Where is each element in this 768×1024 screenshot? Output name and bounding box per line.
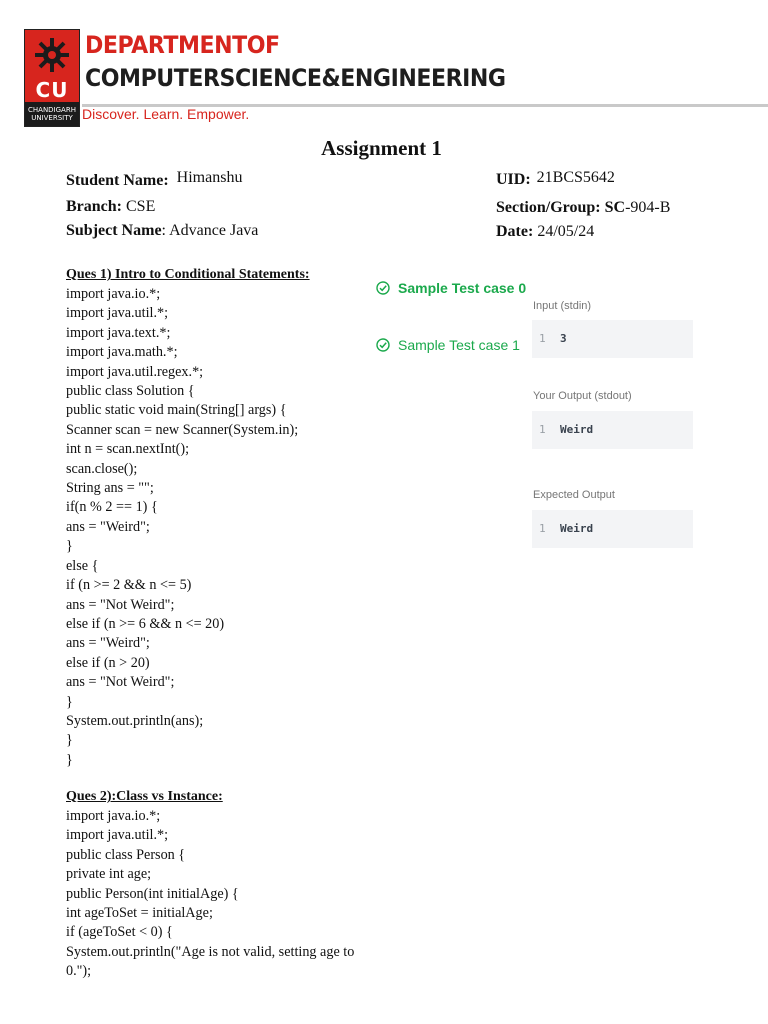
department-title-line2: COMPUTERSCIENCE&ENGINEERING bbox=[85, 64, 506, 92]
code-line: int n = scan.nextInt(); bbox=[66, 441, 190, 458]
code-line: ans = "Not Weird"; bbox=[66, 674, 175, 691]
subject-value: : Advance Java bbox=[161, 222, 259, 239]
code-line: if (ageToSet < 0) { bbox=[66, 924, 173, 941]
code-line: ans = "Weird"; bbox=[66, 518, 150, 535]
code-line: import java.util.regex.*; bbox=[66, 363, 204, 380]
page-title: Assignment 1 bbox=[321, 136, 442, 160]
tagline: Discover. Learn. Empower. bbox=[82, 106, 250, 122]
logo-university: CHANDIGARH UNIVERSITY bbox=[25, 102, 79, 126]
code-line: System.out.println("Age is not valid, setting age to bbox=[66, 943, 355, 960]
expected-value: Weird bbox=[560, 522, 594, 535]
q2-heading: Ques 2):Class vs Instance: bbox=[66, 789, 223, 804]
date-row bbox=[496, 223, 594, 241]
output-box bbox=[532, 411, 693, 449]
code-line: else { bbox=[66, 557, 99, 574]
code-line: import java.io.*; bbox=[66, 808, 161, 824]
code-line: public Person(int initialAge) { bbox=[66, 885, 239, 902]
input-label: Input (stdin) bbox=[533, 300, 592, 312]
code-line: else if (n >= 6 && n <= 20) bbox=[66, 615, 225, 632]
q1-heading: Ques 1) Intro to Conditional Statements: bbox=[66, 267, 310, 282]
branch-label: Branch: bbox=[66, 198, 122, 215]
uid-label: UID: bbox=[496, 171, 531, 188]
branch-row bbox=[66, 198, 155, 216]
date-value: 24/05/24 bbox=[537, 223, 595, 240]
code-line: System.out.println(ans); bbox=[66, 712, 204, 729]
section-prefix: SC bbox=[604, 199, 626, 216]
expected-line-number: 1 bbox=[539, 522, 546, 535]
code-line: } bbox=[66, 732, 73, 749]
code-line: import java.util.*; bbox=[66, 305, 169, 322]
code-line: scan.close(); bbox=[66, 460, 138, 477]
student-name-row bbox=[66, 169, 243, 190]
code-line: 0."); bbox=[66, 963, 92, 980]
code-line: import java.util.*; bbox=[66, 827, 169, 844]
branch-value: CSE bbox=[126, 198, 156, 215]
output-line-number: 1 bbox=[539, 423, 546, 436]
uid-row bbox=[496, 171, 615, 189]
code-line: if (n >= 2 && n <= 5) bbox=[66, 577, 192, 594]
code-line: import java.math.*; bbox=[66, 344, 178, 361]
code-line: public static void main(String[] args) { bbox=[66, 402, 287, 419]
logo-abbr: CU bbox=[35, 78, 69, 102]
code-line: Scanner scan = new Scanner(System.in); bbox=[66, 421, 299, 438]
department-title-line1: DEPARTMENTOF bbox=[85, 31, 280, 59]
expected-box bbox=[532, 510, 693, 548]
q2-code-block bbox=[66, 807, 354, 982]
output-value: Weird bbox=[560, 423, 594, 436]
output-label: Your Output (stdout) bbox=[533, 390, 632, 402]
code-line: if(n % 2 == 1) { bbox=[66, 499, 158, 516]
code-line: } bbox=[66, 693, 73, 710]
test-case-0-label: Sample Test case 0 bbox=[398, 280, 527, 296]
code-line: ans = "Weird"; bbox=[66, 635, 150, 652]
code-line: import java.io.*; bbox=[66, 286, 161, 302]
section-label: Section/Group: bbox=[496, 199, 601, 216]
section-value: -904-B bbox=[625, 199, 671, 216]
date-label: Date: bbox=[496, 223, 534, 240]
code-line: public class Solution { bbox=[66, 383, 195, 400]
input-box bbox=[532, 320, 693, 358]
expected-label: Expected Output bbox=[533, 489, 615, 501]
gear-emblem-icon bbox=[34, 37, 70, 73]
test-case-1-label: Sample Test case 1 bbox=[398, 337, 520, 353]
code-line: } bbox=[66, 538, 73, 555]
code-line: public class Person { bbox=[66, 846, 186, 863]
check-circle-icon bbox=[376, 281, 390, 295]
input-line-number: 1 bbox=[539, 332, 546, 345]
code-line: } bbox=[66, 751, 73, 768]
sample-test-case-0[interactable] bbox=[376, 280, 526, 296]
sample-test-case-1[interactable] bbox=[376, 337, 520, 353]
q1-code-block bbox=[66, 285, 298, 770]
input-value: 3 bbox=[560, 332, 567, 345]
cu-logo bbox=[24, 29, 80, 127]
uid-value: 21BCS5642 bbox=[536, 169, 615, 186]
code-line: else if (n > 20) bbox=[66, 654, 150, 671]
subject-row bbox=[66, 222, 258, 240]
section-row bbox=[496, 199, 670, 217]
code-line: String ans = ""; bbox=[66, 480, 154, 497]
code-line: int ageToSet = initialAge; bbox=[66, 905, 213, 922]
check-circle-icon bbox=[376, 338, 390, 352]
code-line: private int age; bbox=[66, 866, 152, 883]
student-name-label: Student Name: bbox=[66, 172, 169, 189]
code-line: ans = "Not Weird"; bbox=[66, 596, 175, 613]
subject-label: Subject Name bbox=[66, 222, 162, 239]
student-name-value: Himanshu bbox=[176, 169, 243, 186]
code-line: import java.text.*; bbox=[66, 324, 171, 341]
